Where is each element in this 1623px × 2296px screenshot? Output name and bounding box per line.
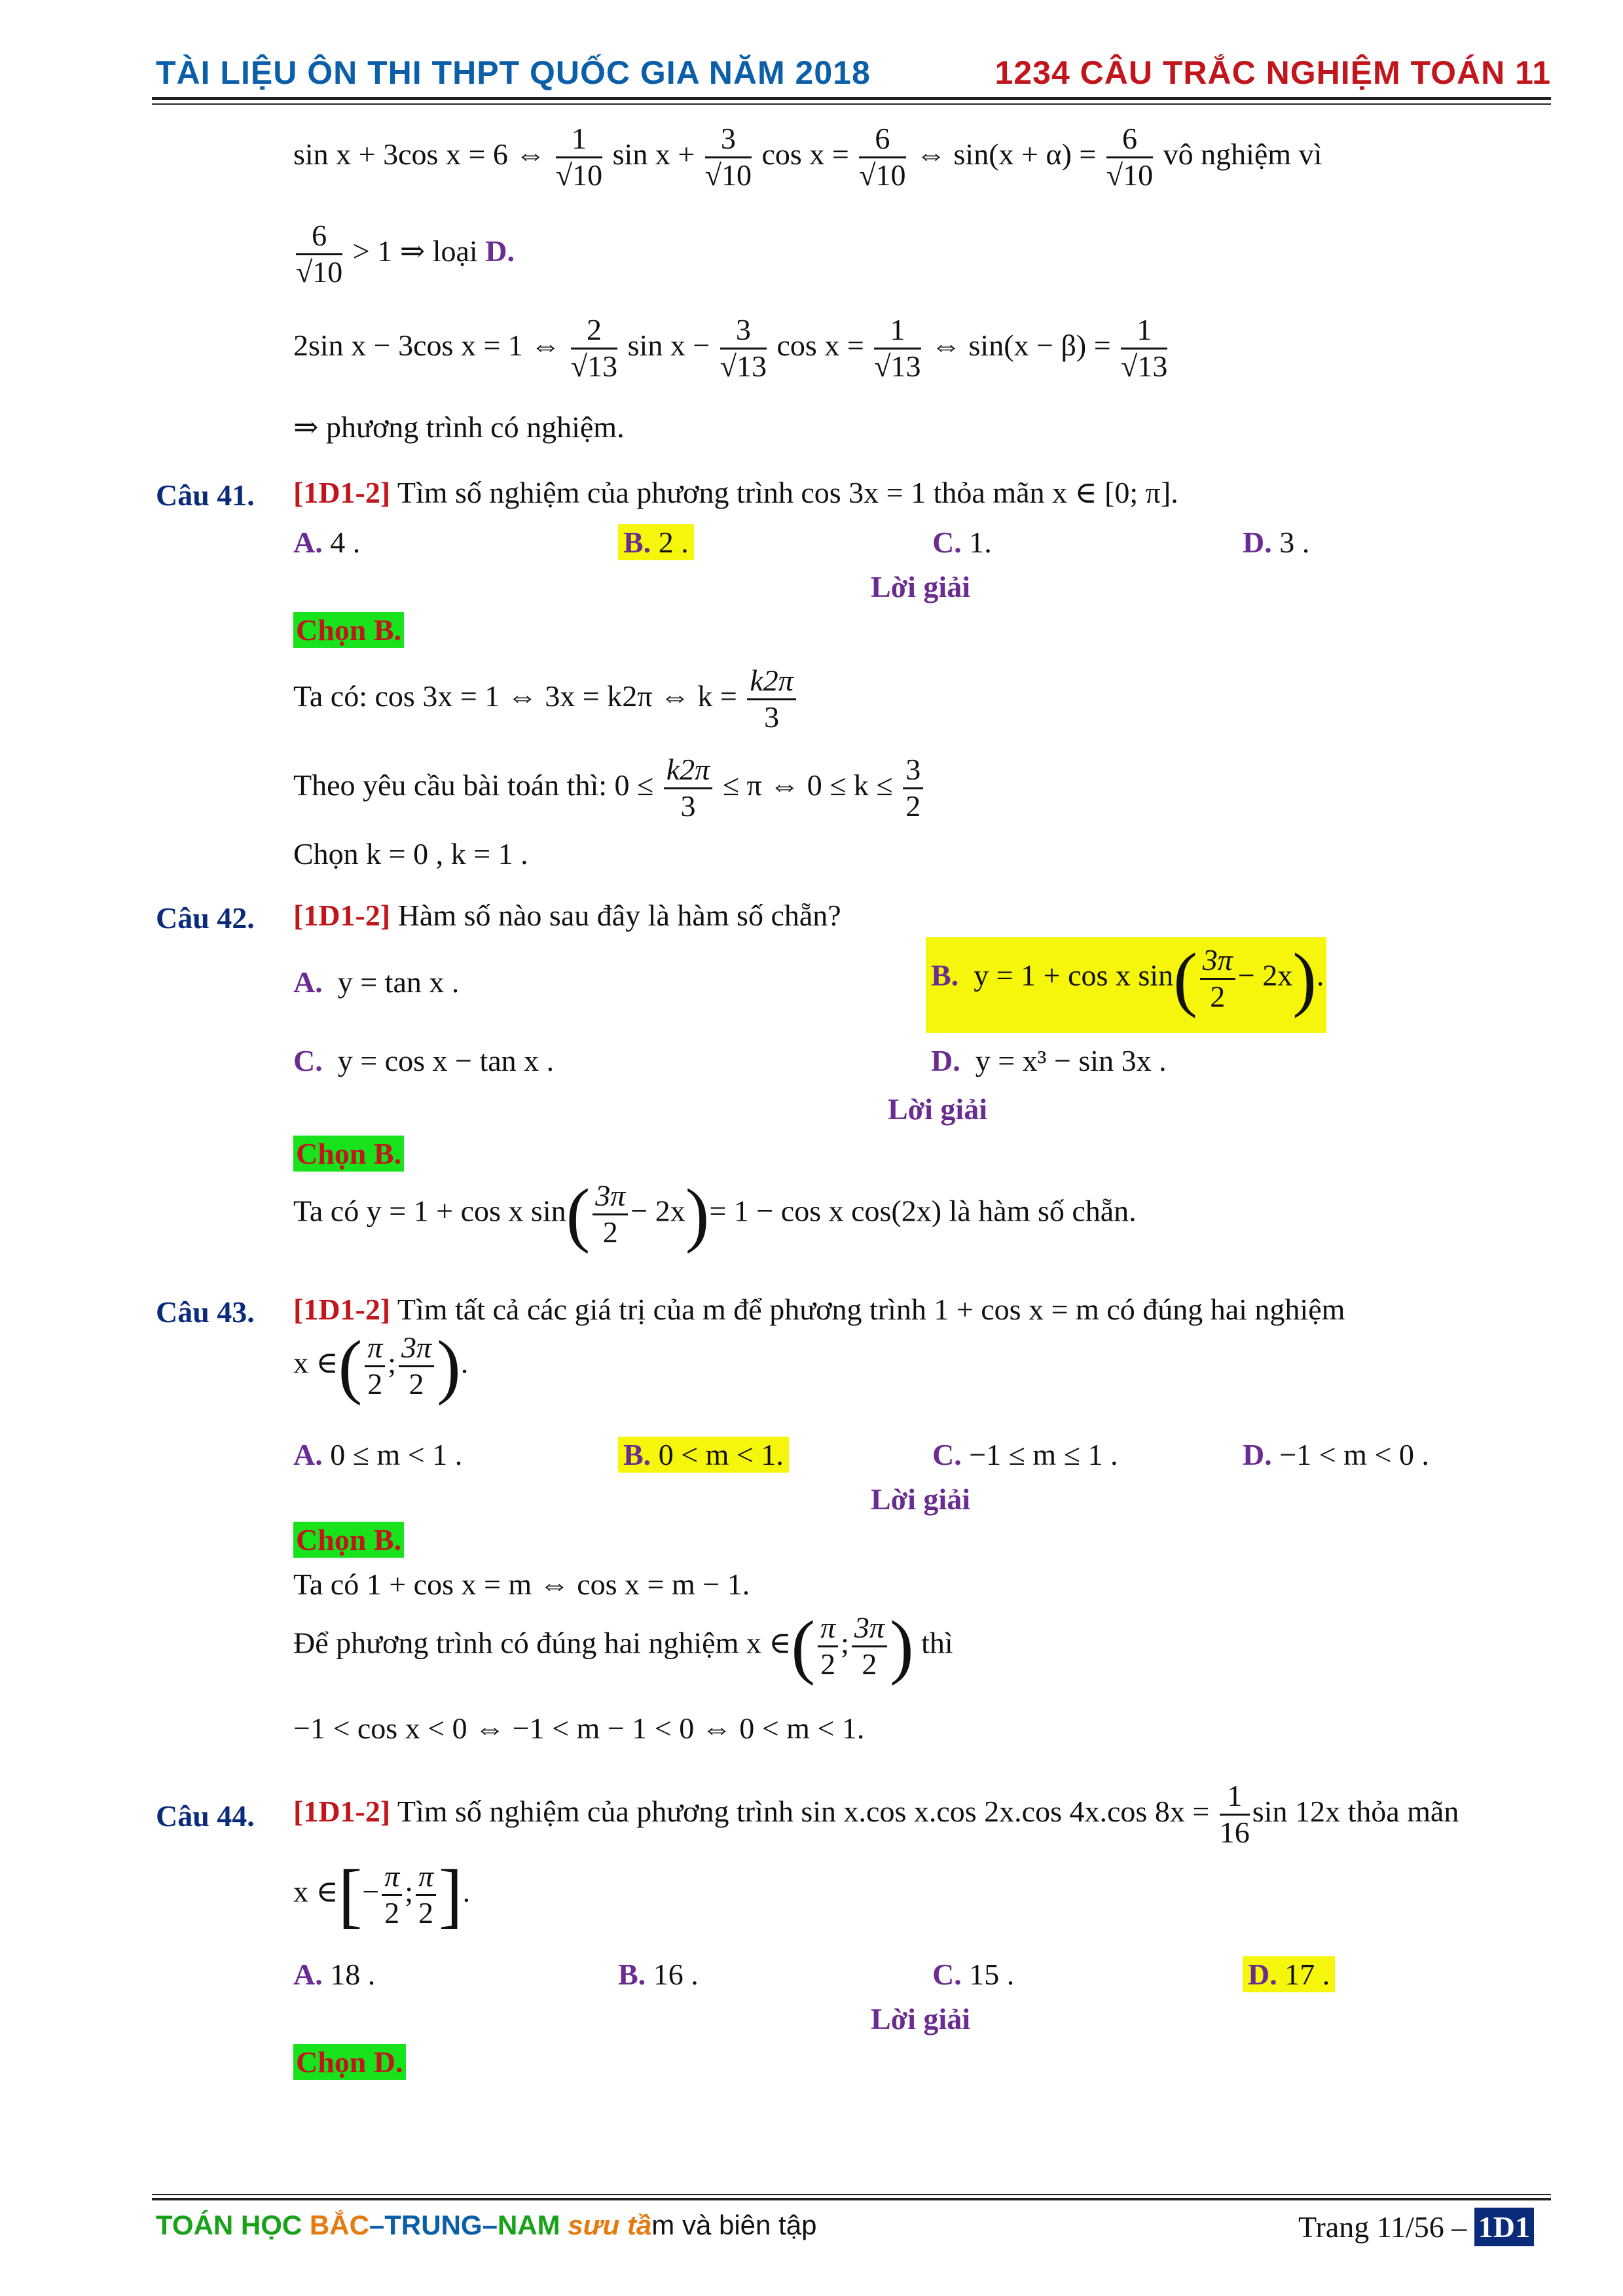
option-a[interactable]: [293, 967, 459, 997]
fraction: $\frac{3}{2}$: [903, 753, 923, 824]
option-b-content[interactable]: B. y = 1 + cos x sin( $\frac{3\pi}{2}$ − 2x).: [931, 939, 1324, 1018]
intro-line-4: ⇒ phương trình có nghiệm.: [293, 410, 625, 444]
math-text: cos x =: [761, 137, 849, 171]
fraction: $\frac{3\pi}{2}$: [852, 1611, 887, 1682]
option-letter: C.: [932, 1958, 962, 1991]
header-rule-thin: [152, 103, 1551, 105]
option-letter: B.: [931, 958, 959, 992]
option-value: 1.: [969, 526, 992, 559]
fraction: $\frac{1}{√13}$: [874, 313, 921, 383]
question-domain: x ∈[− $\frac{\pi}{2}$ ; $\frac{\pi}{2}$ ].: [293, 1855, 471, 1935]
footer-text: TRUNG: [384, 2210, 483, 2240]
solution-line: Ta có 1 + cos x = m ⇔ cos x = m − 1.: [293, 1568, 750, 1601]
option-a[interactable]: [293, 1960, 375, 1990]
option-d[interactable]: [931, 1046, 1167, 1076]
footer-text: sưu tầ: [568, 2210, 652, 2240]
fraction: $\frac{2}{√13}$: [570, 313, 618, 383]
chosen-answer: Chọn D.: [293, 2047, 406, 2077]
option-letter: D.: [931, 1044, 960, 1077]
question-number: Câu 42.: [156, 901, 255, 935]
header-title-left: TÀI LIỆU ÔN THI THPT QUỐC GIA NĂM 2018: [156, 54, 871, 91]
question-stem: Hàm số nào sau đây là hàm số chẵn?: [397, 899, 841, 932]
math-text: Theo yêu cầu bài toán thì: 0 ≤: [293, 768, 654, 802]
page-number: [1298, 2210, 1534, 2244]
fraction: $\frac{\pi}{2}$: [818, 1611, 838, 1682]
option-letter: A.: [293, 1958, 323, 1991]
fraction: $\frac{3\pi}{2}$: [593, 1179, 628, 1250]
page-label: Trang 11/56 –: [1298, 2210, 1467, 2244]
solution-heading: Lời giải: [871, 1482, 970, 1516]
option-letter: B.: [623, 1438, 651, 1471]
option-d[interactable]: [1243, 1960, 1335, 1990]
header-rule: [152, 97, 1551, 100]
option-d[interactable]: [1243, 1440, 1429, 1470]
option-c[interactable]: [293, 1046, 554, 1076]
option-letter: C.: [293, 1044, 323, 1077]
math-text: ≤ π ⇔ 0 ≤ k ≤: [722, 768, 893, 802]
math-text: ⇔ sin(x − β) =: [931, 328, 1111, 362]
question-number: Câu 43.: [156, 1295, 255, 1329]
solution-line: −1 < cos x < 0 ⇔ −1 < m − 1 < 0 ⇔ 0 < m < 1.: [293, 1712, 865, 1745]
question-stem: Tìm số nghiệm của phương trình sin x.cos x.cos 2x.cos 4x.cos 8x =: [397, 1794, 1210, 1828]
footer-text: TOÁN HỌC: [156, 2210, 302, 2240]
option-letter: A.: [293, 1438, 323, 1471]
math-text: 2sin x − 3cos x = 1 ⇔: [293, 328, 561, 362]
math-text: cos x =: [776, 328, 864, 362]
footer-rule-thick: [152, 2198, 1551, 2200]
option-a[interactable]: [293, 1440, 462, 1470]
option-letter: D.: [1243, 526, 1272, 559]
option-value: 17 .: [1285, 1958, 1330, 1991]
question-text: [293, 478, 1178, 508]
option-letter: D.: [485, 234, 515, 268]
math-text: x ∈: [293, 1874, 338, 1909]
option-value: 2 .: [658, 526, 689, 559]
footer-text: m và biên tập: [651, 2210, 817, 2240]
intro-line-3: [293, 313, 1170, 384]
chosen-answer: Chọn B.: [293, 1139, 404, 1169]
fraction: $\frac{1}{16}$: [1219, 1779, 1250, 1849]
fraction: $\frac{k2\pi}{3}$: [747, 664, 795, 735]
question-tag: [1D1-2]: [293, 476, 391, 509]
question-stem: Tìm số nghiệm của phương trình cos 3x = 1 thỏa mãn x ∈ [0; π].: [397, 476, 1178, 509]
option-value: −1 < m < 0 .: [1279, 1438, 1429, 1471]
fraction: $\frac{6}{√10}$: [859, 122, 906, 192]
fraction: $\frac{\pi}{2}$: [365, 1331, 385, 1402]
option-value: 0 ≤ m < 1 .: [330, 1438, 463, 1471]
option-value: 16 .: [653, 1958, 699, 1991]
option-value: 4 .: [330, 526, 361, 559]
fraction: $\frac{1}{√13}$: [1121, 313, 1168, 383]
math-text: Ta có y = 1 + cos x sin: [293, 1194, 566, 1228]
question-tag: [1D1-2]: [293, 899, 391, 932]
option-value: 18 .: [330, 1958, 376, 1991]
header-title-right: 1234 CÂU TRẮC NGHIỆM TOÁN 11: [994, 54, 1551, 91]
math-text: = 1 − cos x cos(2x) là hàm số chẵn.: [709, 1194, 1137, 1228]
option-letter: B.: [618, 1958, 646, 1991]
math-text: vô nghiệm vì: [1163, 137, 1322, 171]
question-number: Câu 44.: [156, 1799, 255, 1833]
math-text: − 2x: [1237, 958, 1293, 992]
question-stem: Tìm tất cả các giá trị của m để phương trình 1 + cos x = m có đúng hai nghiệm: [397, 1293, 1345, 1326]
question-tag: [1D1-2]: [293, 1293, 391, 1326]
math-text: sin x + 3cos x = 6 ⇔: [293, 137, 546, 171]
question-text: [293, 1295, 1345, 1325]
option-b[interactable]: [618, 528, 694, 558]
fraction: $\frac{1}{√10}$: [555, 122, 603, 192]
intro-line-2: [293, 219, 515, 290]
option-letter: A.: [293, 965, 323, 999]
math-text: Để phương trình có đúng hai nghiệm x ∈: [293, 1626, 792, 1660]
fraction: $\frac{3}{√13}$: [720, 313, 767, 383]
option-value: −1 ≤ m ≤ 1 .: [969, 1438, 1118, 1471]
option-value: y = x³ − sin 3x .: [975, 1044, 1167, 1077]
option-letter: B.: [623, 526, 651, 559]
solution-heading: Lời giải: [871, 570, 970, 603]
question-number: Câu 41.: [156, 478, 255, 512]
option-d[interactable]: [1243, 528, 1309, 558]
math-text: y = 1 + cos x sin: [974, 958, 1174, 992]
solution-heading: Lời giải: [888, 1092, 987, 1126]
solution-line: Chọn k = 0 , k = 1 .: [293, 837, 528, 870]
option-letter: D.: [1248, 1958, 1277, 1991]
fraction: $\frac{6}{√10}$: [296, 219, 343, 289]
solution-line: Để phương trình có đúng hai nghiệm x ∈( $\frac{\pi}{2}$ ; $\frac{3\pi}{2}$ ) thì: [293, 1606, 953, 1686]
math-text: x ∈: [293, 1346, 338, 1380]
option-letter: C.: [932, 1438, 962, 1471]
option-letter: D.: [1243, 1438, 1272, 1471]
question-domain: x ∈( $\frac{\pi}{2}$ ; $\frac{3\pi}{2}$ ).: [293, 1326, 469, 1406]
chosen-answer: Chọn B.: [293, 615, 404, 645]
solution-heading: Lời giải: [871, 2002, 970, 2036]
option-value: 3 .: [1279, 526, 1310, 559]
math-text: sin x +: [612, 137, 695, 171]
solution-line: Ta có y = 1 + cos x sin( $\frac{3\pi}{2}$ − 2x)= 1 − cos x cos(2x) là hàm số chẵn.: [293, 1174, 1137, 1254]
fraction: $\frac{\pi}{2}$: [382, 1859, 402, 1931]
math-text: ⇔ sin(x + α) =: [916, 137, 1097, 171]
question-stem: sin 12x thỏa mãn: [1252, 1794, 1459, 1828]
option-a[interactable]: [293, 528, 360, 558]
question-tag: [1D1-2]: [293, 1794, 391, 1828]
fraction: $\frac{\pi}{2}$: [416, 1859, 436, 1931]
fraction: $\frac{3\pi}{2}$: [1200, 943, 1235, 1014]
chapter-tag: 1D1: [1474, 2208, 1534, 2246]
question-text: [293, 901, 841, 931]
math-text: thì: [921, 1626, 953, 1660]
question-text: [293, 1779, 1459, 1850]
option-c[interactable]: [932, 1440, 1118, 1470]
option-letter: A.: [293, 526, 323, 559]
fraction: $\frac{3\pi}{2}$: [399, 1331, 434, 1402]
footer-text: NAM: [497, 2210, 560, 2240]
math-text: > 1 ⇒ loại: [352, 234, 478, 268]
solution-line: [293, 664, 799, 735]
solution-line: [293, 753, 926, 824]
intro-line-1: [293, 122, 1322, 193]
chosen-answer: Chọn B.: [293, 1525, 404, 1555]
fraction: $\frac{3}{√10}$: [704, 122, 752, 192]
option-b[interactable]: [618, 1440, 789, 1470]
option-value: 15 .: [969, 1958, 1015, 1991]
footer-rule: [152, 2194, 1551, 2195]
option-value: 0 < m < 1.: [658, 1438, 784, 1471]
option-c[interactable]: [932, 1960, 1014, 1990]
math-text: − 2x: [630, 1194, 685, 1228]
footer-credit: TOÁN HỌC BẮC–TRUNG–NAM sưu tầm và biên tập: [156, 2210, 817, 2240]
fraction: $\frac{6}{√10}$: [1106, 122, 1154, 192]
option-b[interactable]: [618, 1960, 699, 1990]
footer-text: BẮC: [309, 2210, 369, 2240]
option-letter: C.: [932, 526, 962, 559]
math-text: Ta có: cos 3x = 1 ⇔ 3x = k2π ⇔ k =: [293, 679, 737, 713]
math-text: sin x −: [627, 328, 710, 362]
fraction: $\frac{k2\pi}{3}$: [664, 753, 712, 824]
option-value: y = cos x − tan x .: [337, 1044, 555, 1077]
option-c[interactable]: [932, 528, 992, 558]
option-value: y = tan x .: [337, 965, 460, 999]
